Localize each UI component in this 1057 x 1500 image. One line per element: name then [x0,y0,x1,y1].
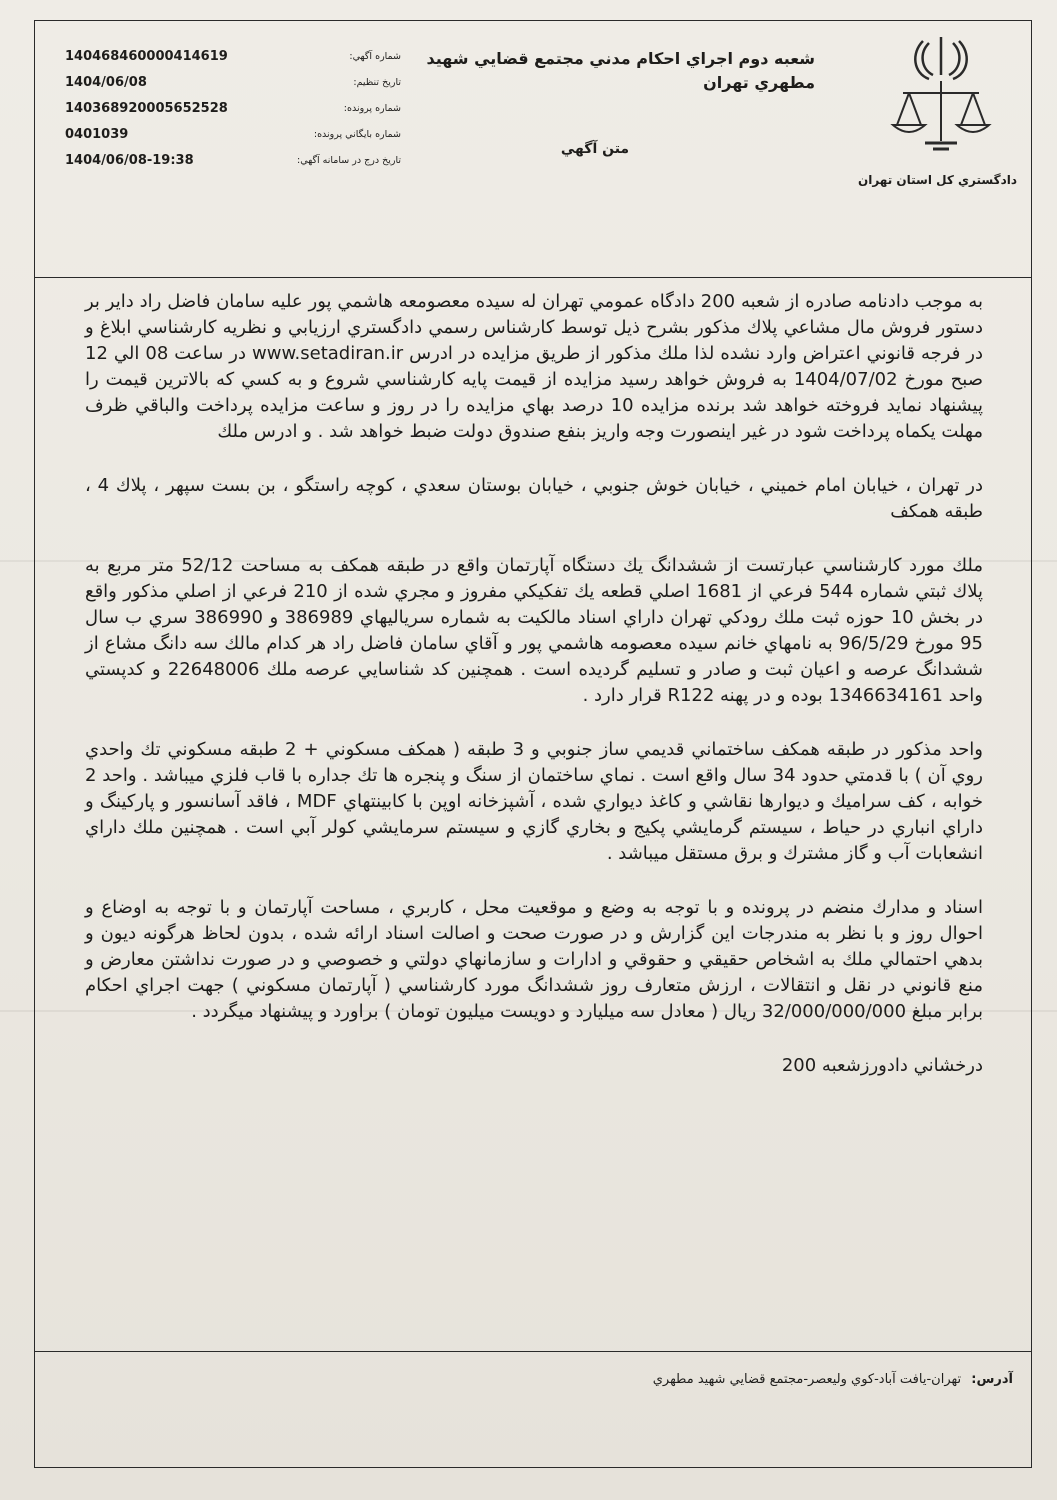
meta-value: 1404/06/08-19:38 [65,153,194,168]
property-description-paragraph: واحد مذكور در طبقه همكف ساختماني قديمي ساز جنوبي و 3 طبقه ( همكف مسكوني + 2 طبقه مسكوني تك واحدي روي آن ) با قدمتي حدود 34 سال واقع است . نماي ساختمان از سنگ و پنجره ها تك جداره با قاب فلزي ميباشد . واحد 2 خوابه ، كف سراميك و ديوارها نقاشي و كاغذ ديواري شده ، آشپزخانه اوپن با كابينتهاي MDF ، فاقد آسانسور و پاركينگ و داراي انباري در حياط ، سيستم گرمايشي پكيج و بخاري گازي و سيستم سرمايشي كولر آبي است . همچنين ملك داراي انشعابات آب و گاز مشترك و برق مستقل ميباشد . [85,739,984,864]
meta-value: 1404/06/08 [65,75,147,90]
auction-announcement-paragraph: به موجب دادنامه صادره از شعبه 200 دادگاه عمومي تهران له سيده معصومعه هاشمي پور عليه سامان فاضل راد داير بر دستور فروش مال مشاعي پلاك مذكور بشرح ذيل توسط كارشناس رسمي دادگستري ارزيابي و نظريه كارشناسي ابلاغ و در فرجه قانوني اعتراض وارد نشده لذا ملك مذكور از طريق مزايده در ادرس www.setadiran.ir در ساعت 08 الي 12 صبح مورخ 1404/07/02 به فروش خواهد رسيد مزايده از قيمت پايه كارشناسي شروع و به كسي كه بالاترين قيمت را پيشنهاد نمايد فروخته خواهد شد برنده مزايده 10 درصد بهاي مزايده را در روز و ساعت مزايده پرداخت والباقي ظرف مهلت يكماه پرداخت شود در غير اينصورت وجه واريز بنفع صندوق دولت ضبط خواهد شد . و ادرس ملك [85,291,984,442]
court-address [653,1372,1013,1387]
officer-signature: درخشاني دادورزشعبه 200 [781,1055,983,1076]
notice-meta [61,49,401,179]
notice-header [35,21,1031,278]
meta-value: 140468460000414619 [65,49,228,64]
meta-case-number [61,101,401,127]
meta-issue-date [61,75,401,101]
judiciary-emblem-icon [881,29,1001,159]
address-label: آدرس: [971,1372,1013,1387]
meta-label: شماره پرونده: [343,103,401,114]
meta-value: 140368920005652528 [65,101,228,116]
meta-label: شماره بايگاني پرونده: [313,129,401,140]
notice-frame [34,20,1032,1468]
address-text: تهران-يافت آباد-كوي وليعصر-مجتمع قضايي شهيد مطهري [652,1372,962,1387]
notice-label: متن آگهي [560,141,630,157]
property-registration-paragraph: ملك مورد كارشناسي عبارتست از ششدانگ يك دستگاه آپارتمان واقع در طبقه همكف به مساحت 52/12 متر مربع به پلاك ثبتي شماره 544 فرعي از 1681 اصلي قطعه يك تفكيكي مفروز و مجري شده از 210 فرعي از اصلي مذكور واقع در بخش 10 حوزه ثبت ملك رودكي تهران داراي اسناد مالكيت به شماره سرياليهاي 386989 و 386990 سري ب سال 95 مورخ 96/5/29 به نامهاي خانم سيده معصومه هاشمي پور و آقاي سامان فاضل راد هر كدام مالك سه دانگ مشاع از ششدانگ عرصه و اعيان ثبت و صادر و تسليم گرديده است . همچنين كد شناسايي عرصه ملك 22648006 و كدپستي واحد 1346634161 بوده و در پهنه R122 قرار دارد . [85,555,984,706]
property-address-paragraph: در تهران ، خيابان امام خميني ، خيابان خوش جنوبي ، خيابان بوستان سعدي ، كوچه راستگو ، بن بست سپهر ، پلاك 4 ، طبقه همكف [85,475,984,522]
notice-body [85,289,983,1107]
meta-notice-number [61,49,401,75]
meta-archive-number [61,127,401,153]
valuation-paragraph: اسناد و مدارك منضم در پرونده و با توجه به وضع و موقعيت محل ، كاربري ، مساحت آپارتمان و با توجه به اوضاع و احوال روز و با نظر به مندرجات اين گزارش و در صورت صحت و اصالت اسناد ارائه شده ، بدون لحاظ هرگونه ديون و بدهي احتمالي ملك به اشخاص حقيقي و حقوقي و ادارات و سازمانهاي دولتي و خصوصي و در صورت نداشتن معارض و منع قانوني در نقل و انتقالات ، ارزش متعارف روز ششدانگ مورد كارشناسي ( آپارتمان مسكوني ) جهت اجراي احكام برابر مبلغ 32/000/000/000 ريال ( معادل سه ميليارد و دويست ميليون تومان ) براورد و پيشنهاد ميگردد . [85,897,983,1022]
meta-label: تاريخ درج در سامانه آگهي: [297,155,401,166]
court-branch-title: شعبه دوم اجراي احكام مدني مجتمع قضايي شهيد مطهري تهران [426,49,815,92]
meta-posting-date [61,153,401,179]
notice-footer [35,1351,1031,1468]
meta-value: 0401039 [65,127,129,142]
meta-label: تاريخ تنظيم: [353,77,401,88]
issuing-authority: دادگستري كل استان تهران [857,173,1017,187]
meta-label: شماره آگهي: [349,51,401,62]
